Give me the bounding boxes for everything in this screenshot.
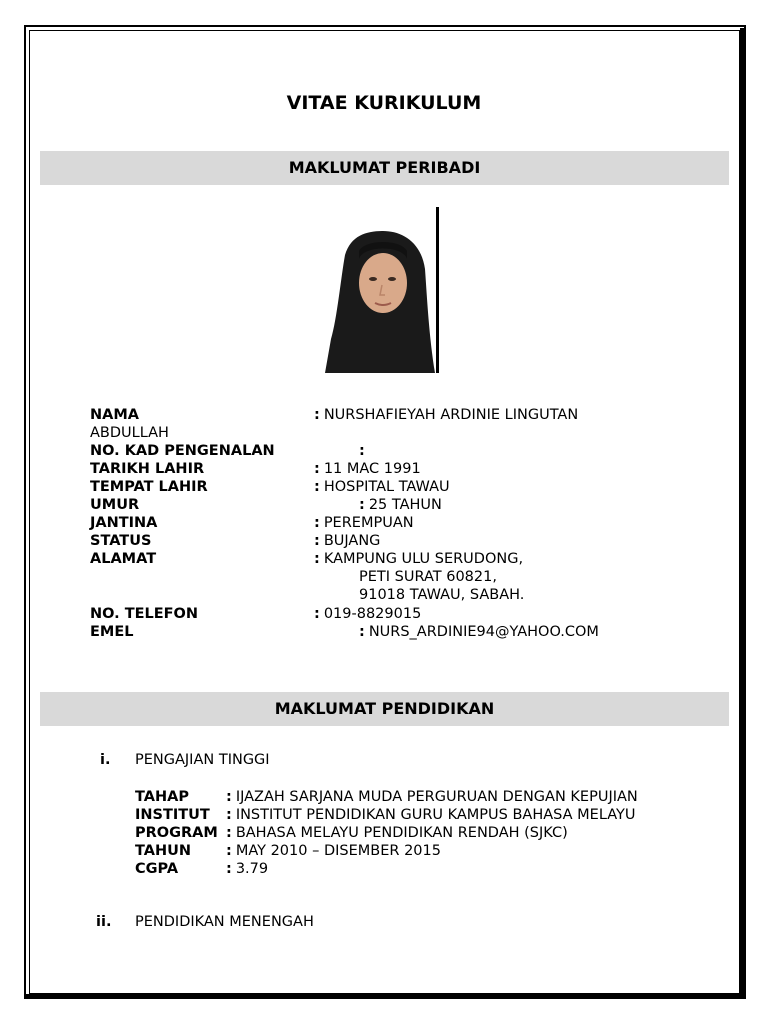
- value-level: [226, 788, 638, 806]
- label-cgpa: CGPA: [135, 861, 179, 877]
- colon: :: [314, 515, 320, 531]
- colon: :: [226, 843, 232, 859]
- cgpa-text: 3.79: [235, 861, 269, 877]
- value-year: [226, 842, 441, 860]
- value-email: [359, 623, 599, 641]
- colon: :: [359, 443, 365, 459]
- colon: :: [314, 479, 320, 495]
- gender-text: PEREMPUAN: [323, 515, 414, 531]
- value-cgpa: [226, 860, 268, 878]
- age-text: 25 TAHUN: [368, 497, 442, 513]
- value-age: [359, 496, 442, 514]
- page-border-shadow-right: [740, 28, 745, 998]
- education-item2-number: ii.: [96, 914, 112, 930]
- label-level: TAHAP: [135, 789, 189, 805]
- colon: :: [314, 606, 320, 622]
- colon: :: [226, 789, 232, 805]
- document-title: VITAE KURIKULUM: [286, 92, 482, 114]
- label-year: TAHUN: [135, 843, 192, 859]
- colon: :: [359, 624, 365, 640]
- value-status: [314, 532, 380, 550]
- value-institute: [226, 806, 636, 824]
- label-nama: NAMA: [90, 407, 140, 423]
- value-ic: [359, 442, 369, 460]
- level-text: IJAZAH SARJANA MUDA PERGURUAN DENGAN KEPUJIAN: [235, 789, 638, 805]
- colon: :: [226, 825, 232, 841]
- label-age: UMUR: [90, 497, 140, 513]
- year-text: MAY 2010 – DISEMBER 2015: [235, 843, 441, 859]
- label-pob: TEMPAT LAHIR: [90, 479, 208, 495]
- program-text: BAHASA MELAYU PENDIDIKAN RENDAH (SJKC): [235, 825, 568, 841]
- value-pob: [314, 478, 450, 496]
- portrait-photo: [323, 207, 441, 373]
- address-line1-text: KAMPUNG ULU SERUDONG,: [323, 551, 524, 567]
- colon: :: [314, 407, 320, 423]
- label-gender: JANTINA: [90, 515, 158, 531]
- label-institute: INSTITUT: [135, 807, 210, 823]
- pob-text: HOSPITAL TAWAU: [323, 479, 450, 495]
- education-item1-title: PENGAJIAN TINGGI: [135, 752, 270, 768]
- value-phone: [314, 605, 421, 623]
- colon: :: [314, 551, 320, 567]
- education-item1-number: i.: [100, 752, 111, 768]
- section-header-education: MAKLUMAT PENDIDIKAN: [40, 692, 729, 726]
- institute-text: INSTITUT PENDIDIKAN GURU KAMPUS BAHASA MELAYU: [235, 807, 636, 823]
- phone-text: 019-8829015: [323, 606, 422, 622]
- email-text: NURS_ARDINIE94@YAHOO.COM: [368, 624, 599, 640]
- education-item2-title: PENDIDIKAN MENENGAH: [135, 914, 314, 930]
- portrait-photo-icon: [323, 207, 441, 373]
- value-gender: [314, 514, 414, 532]
- page-border-shadow-bottom: [26, 994, 745, 998]
- colon: :: [359, 497, 365, 513]
- value-dob: [314, 460, 421, 478]
- label-status: STATUS: [90, 533, 152, 549]
- label-email: EMEL: [90, 624, 134, 640]
- colon: :: [226, 861, 232, 877]
- colon: :: [314, 461, 320, 477]
- value-address-line2: PETI SURAT 60821,: [359, 569, 497, 585]
- colon: :: [226, 807, 232, 823]
- value-nama-continuation: ABDULLAH: [90, 425, 169, 441]
- value-program: [226, 824, 568, 842]
- value-address-line1: [314, 550, 523, 568]
- label-program: PROGRAM: [135, 825, 218, 841]
- label-address: ALAMAT: [90, 551, 157, 567]
- label-phone: NO. TELEFON: [90, 606, 199, 622]
- dob-text: 11 MAC 1991: [323, 461, 421, 477]
- value-nama: [314, 406, 578, 424]
- section-header-personal: MAKLUMAT PERIBADI: [40, 151, 729, 185]
- label-dob: TARIKH LAHIR: [90, 461, 205, 477]
- value-address-line3: 91018 TAWAU, SABAH.: [359, 587, 525, 603]
- label-ic: NO. KAD PENGENALAN: [90, 443, 275, 459]
- nama-text: NURSHAFIEYAH ARDINIE LINGUTAN: [323, 407, 579, 423]
- status-text: BUJANG: [323, 533, 381, 549]
- colon: :: [314, 533, 320, 549]
